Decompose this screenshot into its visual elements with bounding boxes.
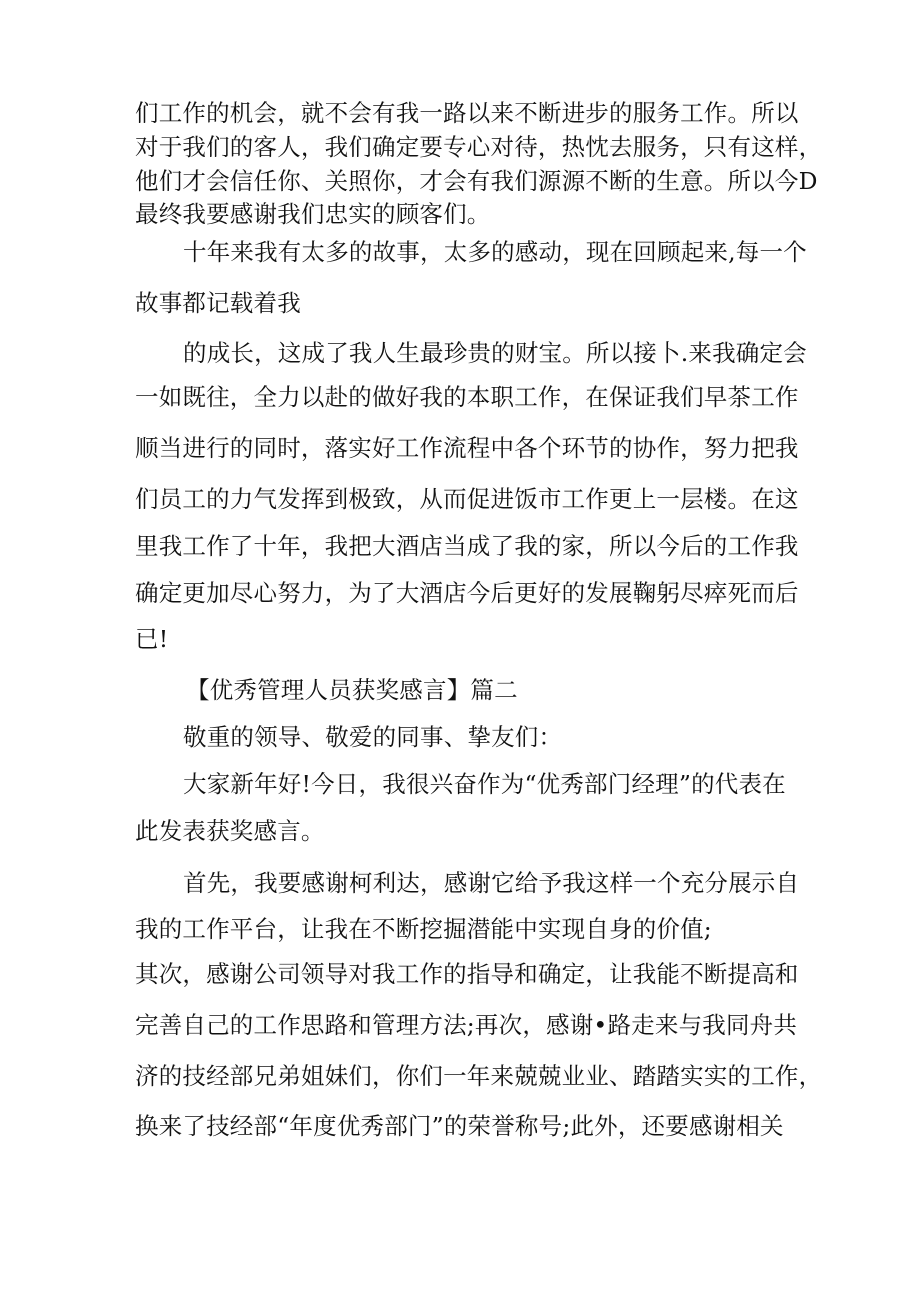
text-line: 对于我们的客人，我们确定要专心对待，热忱去服务，只有这样， [135, 133, 823, 161]
text-line: 确定更加尽心努力，为了大酒店今后更好的发展鞠躬尽瘁死而后 [135, 579, 799, 607]
text-line: 已! [135, 625, 169, 653]
salutation: 敬重的领导、敬爱的同事、挚友们： [183, 723, 563, 751]
paragraph-start: 大家新年好!今日，我很兴奋作为“优秀部门经理”的代表在 [183, 770, 786, 798]
text-line: 最终我要感谢我们忠实的顾客们。 [135, 200, 491, 228]
text-line: 换来了技经部“年度优秀部门”的荣誉称号;此外，还要感谢相关 [135, 1112, 784, 1140]
text-line: 们员工的力气发挥到极致，从而促进饭市工作更上一层楼。在这 [135, 485, 799, 513]
text-line: 里我工作了十年，我把大酒店当成了我的家，所以今后的工作我 [135, 532, 799, 560]
paragraph-start: 十年来我有太多的故事，太多的感动，现在回顾起来,每一个 [183, 238, 807, 266]
text-line: 完善自己的工作思路和管理方法;再次，感谢•路走来与我同舟共 [135, 1011, 798, 1039]
text-line: 济的技经部兄弟姐妹们，你们一年来兢兢业业、踏踏实实的工作， [135, 1062, 823, 1090]
text-line: 一如既往，全力以赴的做好我的本职工作，在保证我们早茶工作 [135, 383, 799, 411]
text-line: 此发表获奖感言。 [135, 817, 325, 845]
text-line: 们工作的机会，就不会有我一路以来不断进步的服务工作。所以 [135, 99, 799, 127]
text-line: 顺当进行的同时，落实好工作流程中各个环节的协作，努力把我 [135, 434, 799, 462]
paragraph-start: 的成长，这成了我人生最珍贵的财宝。所以接卜.来我确定会 [183, 339, 807, 367]
section-heading: 【优秀管理人员获奖感言】篇二 [186, 676, 518, 704]
text-line: 其次，感谢公司领导对我工作的指导和确定，让我能不断提高和 [135, 960, 799, 988]
paragraph-start: 首先，我要感谢柯利达，感谢它给予我这样一个充分展示自 [183, 869, 800, 897]
text-line: 他们才会信任你、关照你，才会有我们源源不断的生意。所以今D [135, 167, 818, 195]
text-line: 我的工作平台，让我在不断挖掘潜能中实现自身的价值; [135, 915, 712, 943]
text-line: 故事都记载着我 [135, 289, 301, 317]
